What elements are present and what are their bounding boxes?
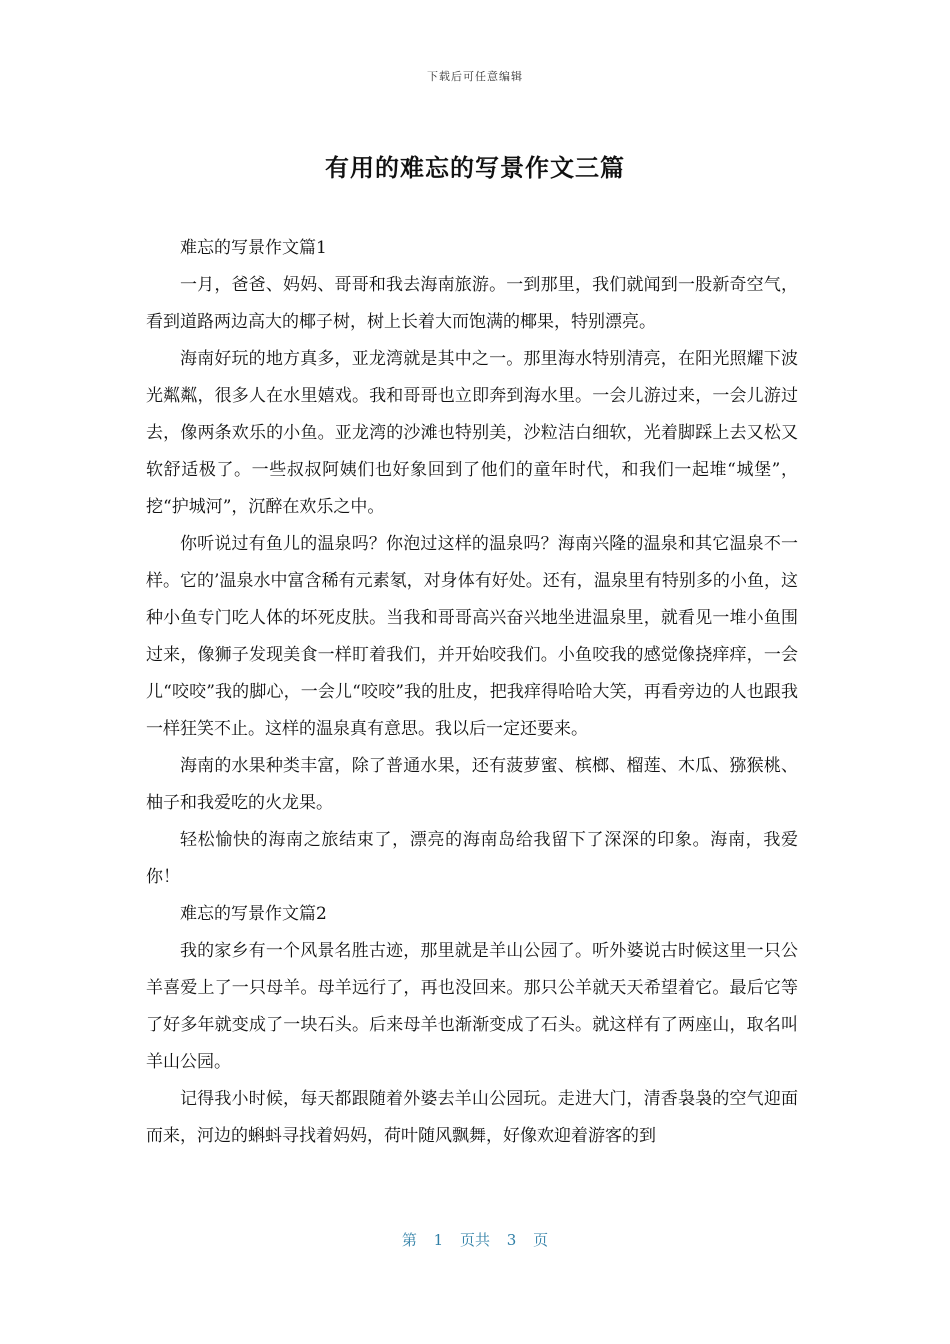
section-heading: 难忘的写景作文篇2 — [180, 904, 327, 924]
document-title: 有用的难忘的写景作文三篇 — [325, 154, 625, 182]
paragraph: 我的家乡有一个风景名胜古迹，那里就是羊山公园了。听外婆说古时候这里一只公羊喜爱上了一只母羊。母羊远行了，再也没回来。那只公羊就天天希望着它。最后它等了好多年就变成了一块石头。后来母羊也渐渐变成了石头。就这样有了两座山，取名叫羊山公园。 — [146, 941, 798, 1072]
paragraph: 一月，爸爸、妈妈、哥哥和我去海南旅游。一到那里，我们就闻到一股新奇空气，看到道路两边高大的椰子树，树上长着大而饱满的椰果，特别漂亮。 — [146, 275, 798, 332]
section-heading: 难忘的写景作文篇1 — [180, 238, 327, 258]
document-body — [146, 230, 798, 1155]
header-note: 下载后可任意编辑 — [427, 70, 523, 83]
page-number-footer: 第 1 页共 3 页 — [401, 1231, 549, 1249]
paragraph: 海南的水果种类丰富，除了普通水果，还有菠萝蜜、槟榔、榴莲、木瓜、猕猴桃、柚子和我爱吃的火龙果。 — [146, 756, 798, 813]
paragraph: 你听说过有鱼儿的温泉吗？你泡过这样的温泉吗？海南兴隆的温泉和其它温泉不一样。它的’温泉水中富含稀有元素氡，对身体有好处。还有，温泉里有特别多的小鱼，这种小鱼专门吃人体的坏死皮肤。当我和哥哥高兴奋兴地坐进温泉里，就看见一堆小鱼围过来，像狮子发现美食一样盯着我们，并开始咬我们。小鱼咬我的感觉像挠痒痒，一会儿“咬咬”我的脚心，一会儿“咬咬”我的肚皮，把我痒得哈哈大笑，再看旁边的人也跟我一样狂笑不止。这样的温泉真有意思。我以后一定还要来。 — [146, 534, 798, 739]
paragraph: 海南好玩的地方真多，亚龙湾就是其中之一。那里海水特别清亮，在阳光照耀下波光粼粼，很多人在水里嬉戏。我和哥哥也立即奔到海水里。一会儿游过来，一会儿游过去，像两条欢乐的小鱼。亚龙湾的沙滩也特别美，沙粒洁白细软，光着脚踩上去又松又软舒适极了。一些叔叔阿姨们也好象回到了他们的童年时代，和我们一起堆“城堡”，挖“护城河”，沉醉在欢乐之中。 — [146, 349, 798, 517]
paragraph: 记得我小时候，每天都跟随着外婆去羊山公园玩。走进大门，清香袅袅的空气迎面而来，河边的蝌蚪寻找着妈妈，荷叶随风飘舞，好像欢迎着游客的到 — [146, 1089, 798, 1146]
paragraph: 轻松愉快的海南之旅结束了，漂亮的海南岛给我留下了深深的印象。海南，我爱你！ — [146, 830, 798, 887]
